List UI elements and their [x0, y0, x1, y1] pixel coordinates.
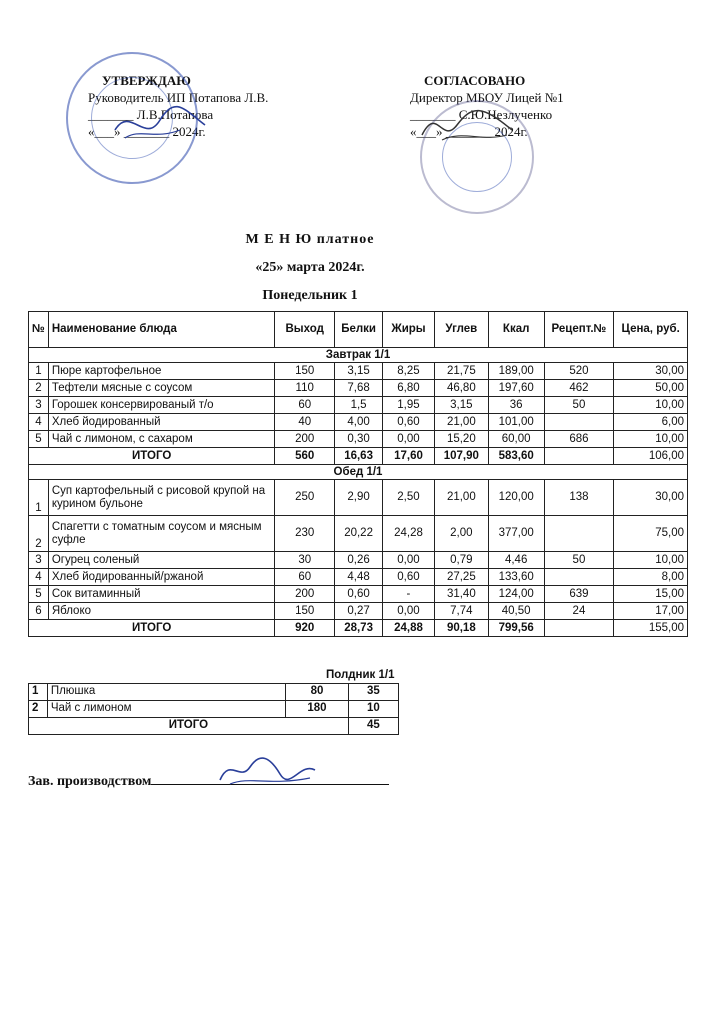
cell-number: 6 [29, 603, 49, 620]
cell-dish: Огурец соленый [48, 552, 274, 569]
section-row [29, 348, 688, 363]
column-header: Цена, руб. [614, 312, 688, 348]
cell-kcal: 60,00 [488, 431, 544, 448]
cell-number: 3 [29, 552, 49, 569]
snack-row [29, 700, 399, 717]
cell-fat: 24,28 [383, 516, 435, 552]
total-recipe-empty [544, 620, 614, 637]
cell-price: 30,00 [614, 363, 688, 380]
total-price: 106,00 [614, 448, 688, 465]
snack-row [29, 683, 399, 700]
footer-label: Зав. производством [28, 774, 152, 789]
total-f: 17,60 [383, 448, 435, 465]
cell-number: 2 [29, 380, 49, 397]
column-header: Ккал [488, 312, 544, 348]
cell-recipe [544, 516, 614, 552]
table-row [29, 516, 688, 552]
table-row [29, 431, 688, 448]
table-row [29, 569, 688, 586]
cell-carbs: 3,15 [434, 397, 488, 414]
cell-kcal: 120,00 [488, 480, 544, 516]
column-header: № [29, 312, 49, 348]
cell-dish: Суп картофельный с рисовой крупой на курином бульоне [48, 480, 274, 516]
cell-protein: 0,60 [335, 586, 383, 603]
cell-price: 15,00 [614, 586, 688, 603]
table-row [29, 586, 688, 603]
cell-output: 110 [275, 380, 335, 397]
total-row [29, 448, 688, 465]
footer-label-wrap [28, 774, 389, 790]
cell-dish: Чай с лимоном, с сахаром [48, 431, 274, 448]
cell-kcal: 197,60 [488, 380, 544, 397]
table-row [29, 363, 688, 380]
cell-dish: Тефтели мясные с соусом [48, 380, 274, 397]
menu-day: Понедельник 1 [262, 288, 358, 303]
cell-price: 75,00 [614, 516, 688, 552]
column-header: Жиры [383, 312, 435, 348]
cell-protein: 4,48 [335, 569, 383, 586]
cell-fat: 0,60 [383, 569, 435, 586]
cell-recipe: 138 [544, 480, 614, 516]
cell-kcal: 189,00 [488, 363, 544, 380]
cell-kcal: 133,60 [488, 569, 544, 586]
agree-line1: Директор МБОУ Лицей №1 [410, 90, 564, 105]
cell-carbs: 0,79 [434, 552, 488, 569]
table-header-row [29, 312, 688, 348]
cell-output: 200 [275, 431, 335, 448]
cell-price: 17,00 [614, 603, 688, 620]
cell-fat: 8,25 [383, 363, 435, 380]
approve-heading: УТВЕРЖДАЮ [102, 73, 191, 88]
menu-title: М Е Н Ю платное [245, 232, 375, 247]
cell-recipe: 462 [544, 380, 614, 397]
cell-kcal: 101,00 [488, 414, 544, 431]
footer-signature-icon [210, 752, 320, 792]
approve-line3: «___» _______ 2024г. [88, 124, 206, 139]
cell-carbs: 21,00 [434, 414, 488, 431]
section-row [29, 465, 688, 480]
cell-dish: Спагетти с томатным соусом и мясным суфле [48, 516, 274, 552]
total-c: 107,90 [434, 448, 488, 465]
cell-dish: Горошек консервированый т/о [48, 397, 274, 414]
table-row [29, 414, 688, 431]
cell-fat: - [383, 586, 435, 603]
table-row [29, 380, 688, 397]
left-signature-icon [110, 100, 210, 150]
cell-dish: Сок витаминный [48, 586, 274, 603]
cell-recipe: 24 [544, 603, 614, 620]
snack-table [28, 668, 399, 735]
cell-recipe: 686 [544, 431, 614, 448]
cell-protein: 1,5 [335, 397, 383, 414]
cell-number: 4 [29, 569, 49, 586]
snack-price: 35 [348, 683, 398, 700]
cell-output: 150 [275, 603, 335, 620]
cell-dish: Яблоко [48, 603, 274, 620]
cell-recipe [544, 569, 614, 586]
section-label: Завтрак 1/1 [29, 348, 688, 363]
total-out: 560 [275, 448, 335, 465]
cell-number: 5 [29, 431, 49, 448]
cell-carbs: 46,80 [434, 380, 488, 397]
cell-protein: 7,68 [335, 380, 383, 397]
cell-fat: 2,50 [383, 480, 435, 516]
cell-carbs: 15,20 [434, 431, 488, 448]
cell-dish: Хлеб йодированный/ржаной [48, 569, 274, 586]
cell-output: 40 [275, 414, 335, 431]
cell-protein: 0,30 [335, 431, 383, 448]
menu-date: «25» марта 2024г. [255, 260, 365, 275]
cell-recipe: 50 [544, 397, 614, 414]
cell-output: 150 [275, 363, 335, 380]
cell-carbs: 2,00 [434, 516, 488, 552]
cell-protein: 2,90 [335, 480, 383, 516]
cell-price: 50,00 [614, 380, 688, 397]
cell-recipe: 520 [544, 363, 614, 380]
total-out: 920 [275, 620, 335, 637]
agree-heading: СОГЛАСОВАНО [424, 73, 526, 88]
cell-carbs: 21,00 [434, 480, 488, 516]
cell-protein: 0,27 [335, 603, 383, 620]
column-header: Наименование блюда [48, 312, 274, 348]
cell-dish: Хлеб йодированный [48, 414, 274, 431]
agree-line3: «___» _______ 2024г. [410, 124, 528, 139]
agree-line2: _______ С.Ю.Незлученко [410, 107, 553, 122]
table-row [29, 603, 688, 620]
snack-price: 10 [348, 700, 398, 717]
snack-dish: Чай с лимоном [47, 700, 285, 717]
total-recipe-empty [544, 448, 614, 465]
total-row [29, 620, 688, 637]
section-label: Обед 1/1 [29, 465, 688, 480]
total-f: 24,88 [383, 620, 435, 637]
column-header: Выход [275, 312, 335, 348]
snack-total-label: ИТОГО [29, 717, 349, 734]
cell-number: 1 [29, 480, 49, 516]
right-signature-icon [412, 100, 522, 150]
cell-output: 230 [275, 516, 335, 552]
cell-carbs: 31,40 [434, 586, 488, 603]
cell-price: 10,00 [614, 397, 688, 414]
snack-output: 80 [286, 683, 349, 700]
cell-recipe: 50 [544, 552, 614, 569]
column-header: Углев [434, 312, 488, 348]
cell-protein: 4,00 [335, 414, 383, 431]
total-p: 16,63 [335, 448, 383, 465]
cell-fat: 1,95 [383, 397, 435, 414]
snack-total-price: 45 [348, 717, 398, 734]
column-header: Белки [335, 312, 383, 348]
cell-output: 250 [275, 480, 335, 516]
cell-price: 30,00 [614, 480, 688, 516]
snack-total-row [29, 717, 399, 734]
cell-recipe: 639 [544, 586, 614, 603]
snack-dish: Плюшка [47, 683, 285, 700]
cell-price: 8,00 [614, 569, 688, 586]
total-label: ИТОГО [29, 448, 275, 465]
cell-carbs: 7,74 [434, 603, 488, 620]
snack-section-row [29, 668, 399, 683]
snack-label: Полдник 1/1 [325, 668, 395, 681]
cell-kcal: 40,50 [488, 603, 544, 620]
cell-fat: 0,00 [383, 431, 435, 448]
column-header: Рецепт.№ [544, 312, 614, 348]
total-label: ИТОГО [29, 620, 275, 637]
cell-kcal: 4,46 [488, 552, 544, 569]
cell-price: 6,00 [614, 414, 688, 431]
cell-recipe [544, 414, 614, 431]
cell-protein: 0,26 [335, 552, 383, 569]
total-price: 155,00 [614, 620, 688, 637]
cell-kcal: 36 [488, 397, 544, 414]
table-row [29, 480, 688, 516]
snack-output: 180 [286, 700, 349, 717]
cell-fat: 0,00 [383, 552, 435, 569]
cell-kcal: 377,00 [488, 516, 544, 552]
menu-table [28, 311, 688, 637]
approve-line2: _______ Л.В.Потапова [88, 107, 214, 122]
cell-protein: 20,22 [335, 516, 383, 552]
total-c: 90,18 [434, 620, 488, 637]
total-kcal: 799,56 [488, 620, 544, 637]
cell-output: 200 [275, 586, 335, 603]
cell-carbs: 21,75 [434, 363, 488, 380]
table-row [29, 397, 688, 414]
cell-fat: 0,00 [383, 603, 435, 620]
cell-fat: 6,80 [383, 380, 435, 397]
cell-number: 5 [29, 586, 49, 603]
total-kcal: 583,60 [488, 448, 544, 465]
cell-price: 10,00 [614, 552, 688, 569]
cell-kcal: 124,00 [488, 586, 544, 603]
cell-output: 30 [275, 552, 335, 569]
table-row [29, 552, 688, 569]
cell-price: 10,00 [614, 431, 688, 448]
cell-output: 60 [275, 397, 335, 414]
cell-number: 2 [29, 516, 49, 552]
total-p: 28,73 [335, 620, 383, 637]
cell-number: 1 [29, 363, 49, 380]
cell-number: 3 [29, 397, 49, 414]
cell-number: 4 [29, 414, 49, 431]
snack-number: 2 [29, 700, 48, 717]
cell-protein: 3,15 [335, 363, 383, 380]
cell-fat: 0,60 [383, 414, 435, 431]
snack-number: 1 [29, 683, 48, 700]
approve-line1: Руководитель ИП Потапова Л.В. [88, 90, 269, 105]
cell-dish: Пюре картофельное [48, 363, 274, 380]
cell-carbs: 27,25 [434, 569, 488, 586]
cell-output: 60 [275, 569, 335, 586]
